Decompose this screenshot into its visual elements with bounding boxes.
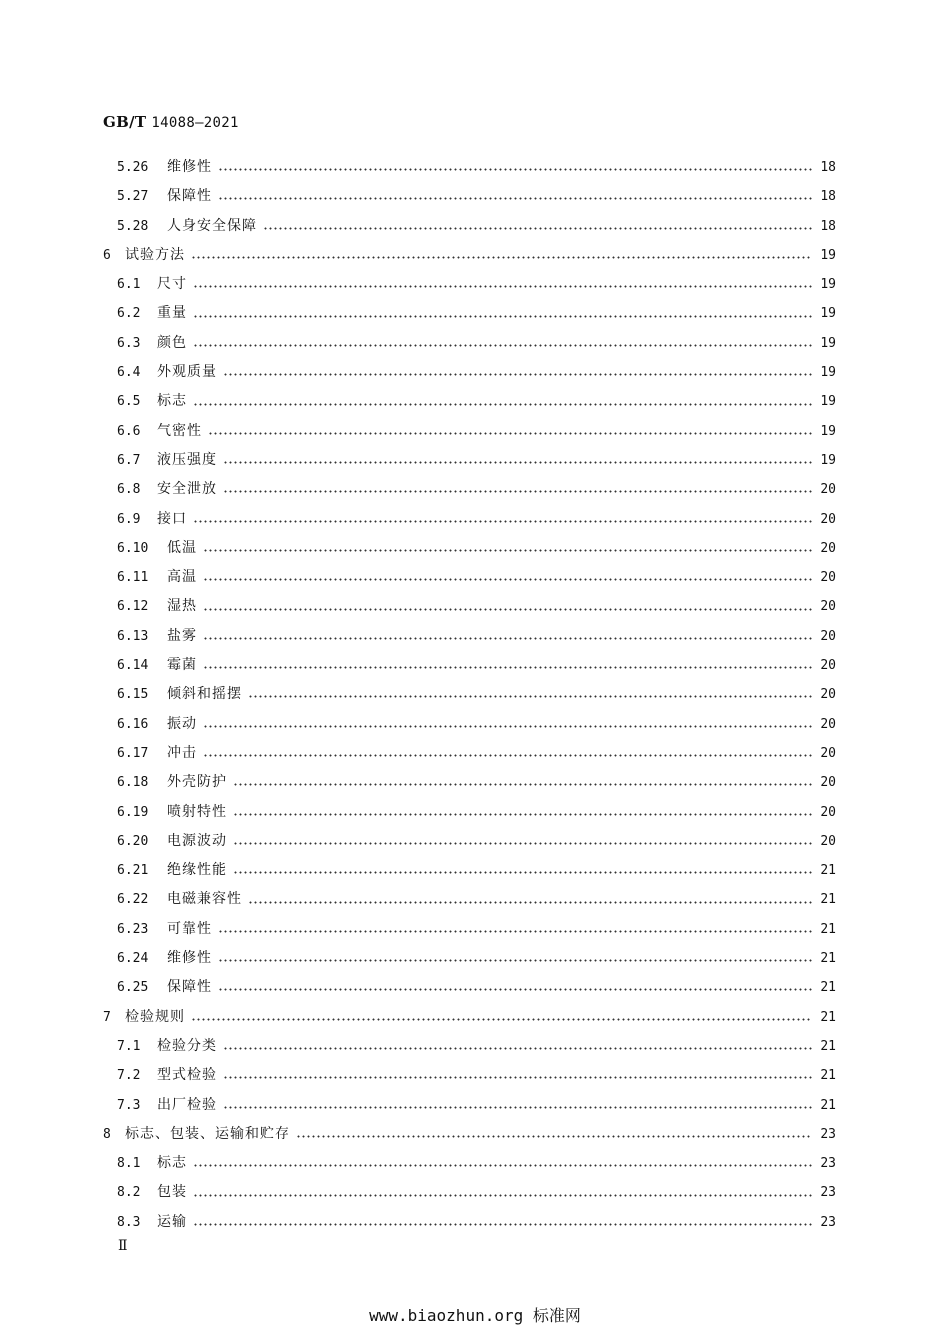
toc-entry[interactable] (0, 1208, 950, 1237)
toc-dot-leader (203, 666, 812, 669)
toc-dot-leader (193, 1164, 812, 1167)
toc-entry[interactable] (0, 680, 950, 709)
toc-entry-title: 试验方法 (125, 246, 185, 263)
toc-entry-number: 6.7 (117, 452, 141, 468)
toc-entry-page: 21 (820, 1038, 836, 1054)
toc-entry-title: 保障性 (167, 188, 212, 205)
toc-dot-leader (191, 256, 812, 259)
toc-entry-number: 6.5 (117, 394, 141, 410)
toc-dot-leader (223, 461, 812, 464)
toc-entry-number: 6.13 (117, 628, 149, 644)
toc-dot-leader (193, 285, 812, 288)
toc-entry-page: 20 (820, 540, 836, 556)
toc-entry[interactable] (0, 534, 950, 563)
toc-entry-page: 19 (820, 365, 836, 381)
toc-entry[interactable] (0, 973, 950, 1002)
toc-dot-leader (233, 813, 812, 816)
toc-dot-leader (218, 168, 812, 171)
toc-entry-page: 18 (820, 218, 836, 234)
toc-entry-number: 6.15 (117, 687, 149, 703)
toc-entry-page: 20 (820, 570, 836, 586)
toc-dot-leader (193, 1223, 812, 1226)
toc-entry-page: 21 (820, 921, 836, 937)
toc-entry-title: 尺寸 (157, 276, 187, 293)
toc-entry[interactable] (0, 739, 950, 768)
toc-entry-page: 20 (820, 716, 836, 732)
toc-entry-page: 21 (820, 980, 836, 996)
page-number-roman: Ⅱ (118, 1238, 128, 1254)
toc-entry[interactable] (0, 212, 950, 241)
toc-entry-number: 6.14 (117, 658, 149, 674)
toc-dot-leader (218, 930, 812, 933)
toc-entry-title: 出厂检验 (157, 1096, 217, 1113)
toc-entry-page: 23 (820, 1156, 836, 1172)
site-watermark (0, 1303, 950, 1326)
toc-entry-page: 19 (820, 306, 836, 322)
toc-entry-title: 标志、包装、运输和贮存 (125, 1125, 290, 1142)
toc-dot-leader (203, 637, 812, 640)
toc-entry[interactable] (0, 563, 950, 592)
toc-entry-title: 绝缘性能 (167, 862, 227, 879)
toc-entry-number: 8.3 (117, 1214, 141, 1230)
toc-entry-title: 振动 (167, 715, 197, 732)
toc-entry[interactable] (0, 182, 950, 211)
toc-entry[interactable] (0, 827, 950, 856)
toc-entry[interactable] (0, 446, 950, 475)
toc-entry-number: 8.2 (117, 1185, 141, 1201)
toc-entry-page: 21 (820, 1097, 836, 1113)
toc-entry-number: 6.6 (117, 423, 141, 439)
toc-entry[interactable] (0, 270, 950, 299)
toc-entry-number: 7.2 (117, 1068, 141, 1084)
toc-entry-title: 检验分类 (157, 1037, 217, 1054)
toc-entry[interactable] (0, 1003, 950, 1032)
toc-entry-title: 盐雾 (167, 627, 197, 644)
toc-entry-number: 6 (103, 247, 111, 263)
toc-entry[interactable] (0, 299, 950, 328)
toc-entry[interactable] (0, 1178, 950, 1207)
toc-entry[interactable] (0, 241, 950, 270)
toc-dot-leader (248, 695, 812, 698)
toc-entry-number: 6.12 (117, 599, 149, 615)
toc-entry-page: 21 (820, 951, 836, 967)
toc-entry-title: 气密性 (157, 422, 202, 439)
toc-entry-number: 6.22 (117, 892, 149, 908)
toc-entry-number: 6.20 (117, 833, 149, 849)
toc-entry-number: 6.1 (117, 277, 141, 293)
standard-code-header (103, 113, 239, 131)
toc-dot-leader (203, 578, 812, 581)
toc-entry-page: 21 (820, 863, 836, 879)
toc-entry-title: 维修性 (167, 159, 212, 175)
toc-dot-leader (193, 520, 812, 523)
toc-entry-title: 液压强度 (157, 451, 217, 468)
toc-entry-page: 20 (820, 511, 836, 527)
toc-entry[interactable] (0, 329, 950, 358)
toc-entry-number: 6.11 (117, 570, 149, 586)
toc-entry-page: 20 (820, 482, 836, 498)
toc-entry-title: 包装 (157, 1184, 187, 1201)
toc-dot-leader (223, 1076, 812, 1079)
toc-entry[interactable] (0, 856, 950, 885)
toc-entry-title: 低温 (167, 539, 197, 556)
toc-entry-page: 18 (820, 189, 836, 205)
watermark-site-name: 标准网 (532, 1306, 581, 1325)
toc-entry[interactable] (0, 475, 950, 504)
toc-entry-number: 7.3 (117, 1097, 141, 1113)
toc-entry-title: 接口 (157, 510, 187, 527)
toc-entry-number: 6.2 (117, 306, 141, 322)
toc-entry[interactable] (0, 885, 950, 914)
toc-entry-page: 20 (820, 804, 836, 820)
toc-entry-title: 维修性 (167, 950, 212, 967)
toc-dot-leader (263, 227, 812, 230)
toc-entry-page: 23 (820, 1214, 836, 1230)
toc-entry-title: 标志 (157, 1155, 187, 1172)
watermark-url: www.biaozhun.org (369, 1306, 524, 1325)
table-of-contents (0, 153, 950, 1237)
toc-dot-leader (223, 490, 812, 493)
toc-dot-leader (203, 608, 812, 611)
toc-entry-page: 20 (820, 775, 836, 791)
toc-entry-page: 19 (820, 394, 836, 410)
toc-entry[interactable] (0, 1091, 950, 1120)
toc-entry-page: 20 (820, 687, 836, 703)
toc-dot-leader (223, 373, 812, 376)
toc-entry-page: 19 (820, 423, 836, 439)
toc-dot-leader (208, 432, 812, 435)
toc-entry-number: 5.26 (117, 160, 149, 175)
standard-code-number: 14088—2021 (151, 115, 239, 131)
toc-entry-title: 电源波动 (167, 832, 227, 849)
toc-entry-number: 6.9 (117, 511, 141, 527)
toc-dot-leader (218, 197, 812, 200)
toc-entry-page: 21 (820, 892, 836, 908)
toc-entry-number: 8 (103, 1126, 111, 1142)
toc-entry-number: 6.16 (117, 716, 149, 732)
toc-entry[interactable] (0, 651, 950, 680)
toc-entry-number: 7.1 (117, 1038, 141, 1054)
toc-entry[interactable] (0, 944, 950, 973)
toc-entry-number: 6.18 (117, 775, 149, 791)
toc-entry-title: 喷射特性 (167, 803, 227, 820)
toc-entry-number: 6.24 (117, 951, 149, 967)
toc-entry-title: 冲击 (167, 744, 197, 761)
toc-entry-title: 电磁兼容性 (167, 891, 242, 908)
toc-entry-page: 20 (820, 599, 836, 615)
toc-entry-page: 18 (820, 160, 836, 175)
toc-entry[interactable] (0, 768, 950, 797)
toc-entry-number: 6.8 (117, 482, 141, 498)
toc-entry[interactable] (0, 387, 950, 416)
toc-entry-page: 23 (820, 1126, 836, 1142)
toc-dot-leader (296, 1135, 812, 1138)
toc-dot-leader (191, 1018, 812, 1021)
toc-entry-number: 6.17 (117, 745, 149, 761)
toc-entry[interactable] (0, 153, 950, 182)
toc-entry[interactable] (0, 358, 950, 387)
toc-dot-leader (233, 783, 812, 786)
toc-entry-title: 倾斜和摇摆 (167, 686, 242, 703)
toc-entry[interactable] (0, 417, 950, 446)
toc-entry-title: 标志 (157, 393, 187, 410)
toc-entry-number: 8.1 (117, 1156, 141, 1172)
toc-entry-number: 6.25 (117, 980, 149, 996)
toc-entry-title: 霉菌 (167, 657, 197, 674)
toc-dot-leader (203, 725, 812, 728)
toc-dot-leader (193, 1194, 812, 1197)
toc-entry-title: 型式检验 (157, 1067, 217, 1084)
toc-entry-page: 19 (820, 452, 836, 468)
toc-entry-number: 5.28 (117, 218, 149, 234)
toc-entry-page: 19 (820, 335, 836, 351)
toc-entry-number: 6.23 (117, 921, 149, 937)
toc-entry-number: 6.21 (117, 863, 149, 879)
toc-entry-title: 安全泄放 (157, 481, 217, 498)
toc-dot-leader (233, 842, 812, 845)
toc-entry-title: 外观质量 (157, 364, 217, 381)
toc-entry-title: 运输 (157, 1213, 187, 1230)
toc-entry-number: 6.4 (117, 365, 141, 381)
toc-dot-leader (193, 315, 812, 318)
toc-entry-page: 20 (820, 833, 836, 849)
toc-entry[interactable] (0, 1149, 950, 1178)
toc-entry-title: 颜色 (157, 334, 187, 351)
toc-entry-page: 20 (820, 658, 836, 674)
toc-entry[interactable] (0, 622, 950, 651)
toc-entry-title: 人身安全保障 (167, 217, 257, 234)
toc-dot-leader (248, 901, 812, 904)
toc-entry-title: 保障性 (167, 979, 212, 996)
toc-dot-leader (223, 1106, 812, 1109)
toc-entry[interactable] (0, 592, 950, 621)
toc-dot-leader (193, 344, 812, 347)
toc-entry-page: 20 (820, 745, 836, 761)
toc-entry-title: 外壳防护 (167, 774, 227, 791)
toc-entry-page: 21 (820, 1068, 836, 1084)
toc-entry[interactable] (0, 505, 950, 534)
standard-code-prefix: GB/T (103, 113, 147, 131)
toc-entry-number: 6.3 (117, 335, 141, 351)
toc-entry-number: 7 (103, 1009, 111, 1025)
toc-entry-title: 湿热 (167, 598, 197, 615)
toc-entry-page: 20 (820, 628, 836, 644)
toc-dot-leader (233, 871, 812, 874)
toc-entry[interactable] (0, 1061, 950, 1090)
toc-entry-page: 21 (820, 1009, 836, 1025)
toc-dot-leader (203, 549, 812, 552)
toc-entry-number: 5.27 (117, 189, 149, 205)
toc-entry-title: 可靠性 (167, 920, 212, 937)
toc-dot-leader (203, 754, 812, 757)
toc-entry-page: 23 (820, 1185, 836, 1201)
toc-dot-leader (218, 988, 812, 991)
toc-dot-leader (218, 959, 812, 962)
toc-entry-page: 19 (820, 277, 836, 293)
toc-dot-leader (193, 403, 812, 406)
toc-entry-number: 6.10 (117, 540, 149, 556)
toc-entry-title: 重量 (157, 305, 187, 322)
toc-entry-page: 19 (820, 247, 836, 263)
toc-entry[interactable] (0, 915, 950, 944)
toc-entry-title: 检验规则 (125, 1008, 185, 1025)
toc-entry[interactable] (0, 1120, 950, 1149)
toc-entry-number: 6.19 (117, 804, 149, 820)
toc-entry[interactable] (0, 710, 950, 739)
toc-entry[interactable] (0, 1032, 950, 1061)
toc-dot-leader (223, 1047, 812, 1050)
toc-entry[interactable] (0, 798, 950, 827)
toc-entry-title: 高温 (167, 569, 197, 586)
